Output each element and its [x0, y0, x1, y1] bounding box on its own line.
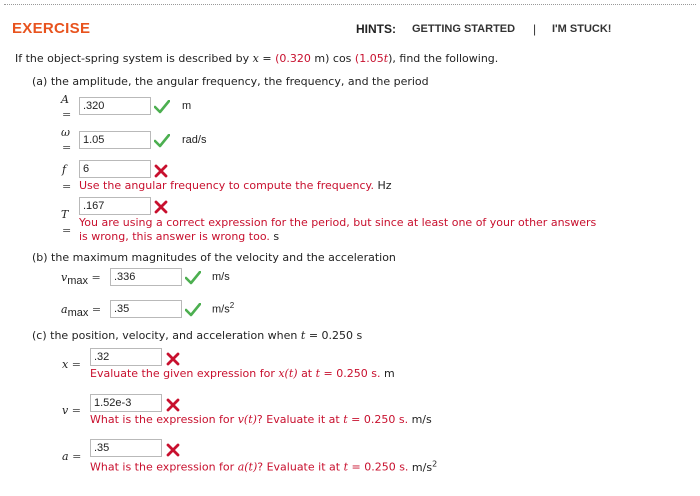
position-symbol: x = [62, 358, 81, 371]
amax-unit: $m/s^2$ [212, 301, 235, 316]
exercise-title: EXERCISE [12, 20, 91, 37]
frequency-input[interactable] [79, 160, 151, 178]
part-a-label: (a) the amplitude, the angular frequency, the frequency, and the period [32, 75, 429, 88]
cross-icon [166, 398, 180, 412]
period-input[interactable] [79, 197, 151, 215]
top-divider [4, 4, 696, 5]
cross-icon [166, 443, 180, 457]
velocity-feedback: What is the expression for v(t)? Evaluate it at t = 0.250 s. m/s [90, 413, 432, 426]
frequency-symbol: f [62, 163, 67, 176]
position-feedback: Evaluate the given expression for x(t) at t = 0.250 s. m [90, 367, 395, 380]
amplitude-input[interactable] [79, 97, 151, 115]
amplitude-symbol: A [61, 93, 69, 106]
acceleration-symbol: a = [62, 450, 82, 463]
velocity-input[interactable] [90, 394, 162, 412]
vmax-input[interactable] [110, 268, 182, 286]
position-input[interactable] [90, 348, 162, 366]
hint-separator: | [533, 22, 537, 36]
check-icon [154, 100, 170, 114]
omega-unit: rad/s [182, 134, 207, 146]
cross-icon [166, 352, 180, 366]
amplitude-unit: m [182, 100, 192, 112]
part-c-label: (c) the position, velocity, and acceleration when t = 0.250 s [32, 329, 363, 342]
check-icon [154, 134, 170, 148]
acceleration-input[interactable] [90, 439, 162, 457]
vmax-unit: m/s [212, 271, 230, 283]
check-icon [185, 271, 201, 285]
hints-label: HINTS: [356, 22, 396, 36]
omega-symbol: ω [61, 126, 70, 139]
cross-icon [154, 164, 168, 178]
velocity-symbol: v = [62, 404, 81, 417]
omega-eq: = [62, 141, 72, 154]
vmax-symbol: $v_{max}$ = [61, 271, 101, 288]
problem-statement: If the object-spring system is described by x = (0.320 m) cos (1.05t), find the following. [15, 52, 499, 65]
period-symbol: T [61, 208, 69, 221]
im-stuck-link[interactable]: I'M STUCK! [552, 23, 612, 35]
frequency-eq: = [62, 180, 72, 193]
period-feedback-line2: is wrong, this answer is wrong too. s [79, 230, 280, 243]
frequency-feedback: Use the angular frequency to compute the frequency. Hz [79, 179, 392, 192]
amax-symbol: $a_{max}$ = [61, 303, 102, 320]
period-feedback-line1: You are using a correct expression for the period, but since at least one of your other answers [79, 216, 597, 229]
amax-input[interactable] [110, 300, 182, 318]
part-b-label: (b) the maximum magnitudes of the velocity and the acceleration [32, 251, 396, 264]
check-icon [185, 303, 201, 317]
cross-icon [154, 200, 168, 214]
omega-input[interactable] [79, 131, 151, 149]
period-eq: = [62, 224, 72, 237]
getting-started-link[interactable]: GETTING STARTED [412, 23, 516, 35]
amplitude-eq: = [62, 108, 72, 121]
acceleration-feedback: What is the expression for a(t)? Evaluate it at t = 0.250 s. $m/s^2$ [90, 459, 438, 474]
